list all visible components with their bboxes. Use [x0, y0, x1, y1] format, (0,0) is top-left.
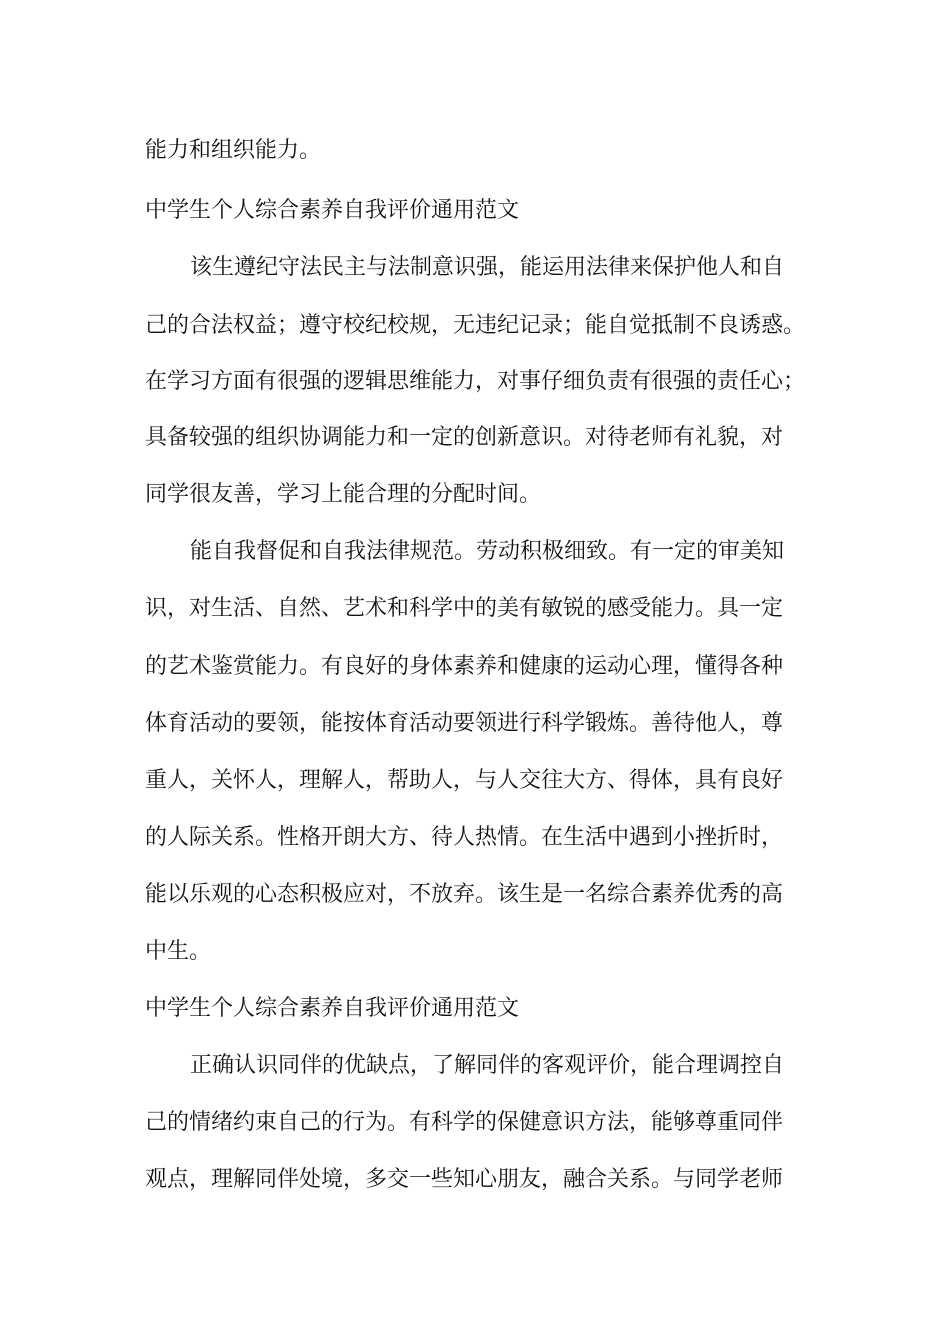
paragraph-line: 能以乐观的心态积极应对，不放弃。该生是一名综合素养优秀的高: [145, 882, 784, 907]
paragraph-line: 能自我督促和自我法律规范。劳动积极细致。有一定的审美知: [190, 539, 785, 564]
text-line: 能力和组织能力。: [145, 138, 322, 163]
paragraph-line: 的艺术鉴赏能力。有良好的身体素养和健康的运动心理，懂得各种: [145, 654, 784, 679]
paragraph-line: 观点，理解同伴处境，多交一些知心朋友，融合关系。与同学老师: [145, 1167, 784, 1192]
paragraph-line: 中生。: [145, 939, 212, 964]
paragraph-line: 该生遵纪守法民主与法制意识强，能运用法律来保护他人和自: [190, 255, 785, 280]
section-heading: 中学生个人综合素养自我评价通用范文: [145, 996, 520, 1021]
paragraph-line: 同学很友善，学习上能合理的分配时间。: [145, 482, 542, 507]
paragraph-line: 己的合法权益；遵守校纪校规，无违纪记录；能自觉抵制不良诱惑。: [145, 313, 806, 338]
paragraph-line: 己的情绪约束自己的行为。有科学的保健意识方法，能够尊重同伴: [145, 1110, 784, 1135]
paragraph-line: 的人际关系。性格开朗大方、待人热情。在生活中遇到小挫折时，: [145, 825, 784, 850]
paragraph-line: 识，对生活、自然、艺术和科学中的美有敏锐的感受能力。具一定: [145, 596, 784, 621]
paragraph-line: 具备较强的组织协调能力和一定的创新意识。对待老师有礼貌，对: [145, 425, 784, 450]
section-heading: 中学生个人综合素养自我评价通用范文: [145, 198, 520, 223]
paragraph-line: 重人，关怀人，理解人，帮助人，与人交往大方、得体，具有良好: [145, 768, 784, 793]
paragraph-line: 正确认识同伴的优缺点，了解同伴的客观评价，能合理调控自: [190, 1053, 785, 1078]
paragraph-line: 体育活动的要领，能按体育活动要领进行科学锻炼。善待他人，尊: [145, 711, 784, 736]
paragraph-line: 在学习方面有很强的逻辑思维能力，对事仔细负责有很强的责任心；: [145, 369, 806, 394]
